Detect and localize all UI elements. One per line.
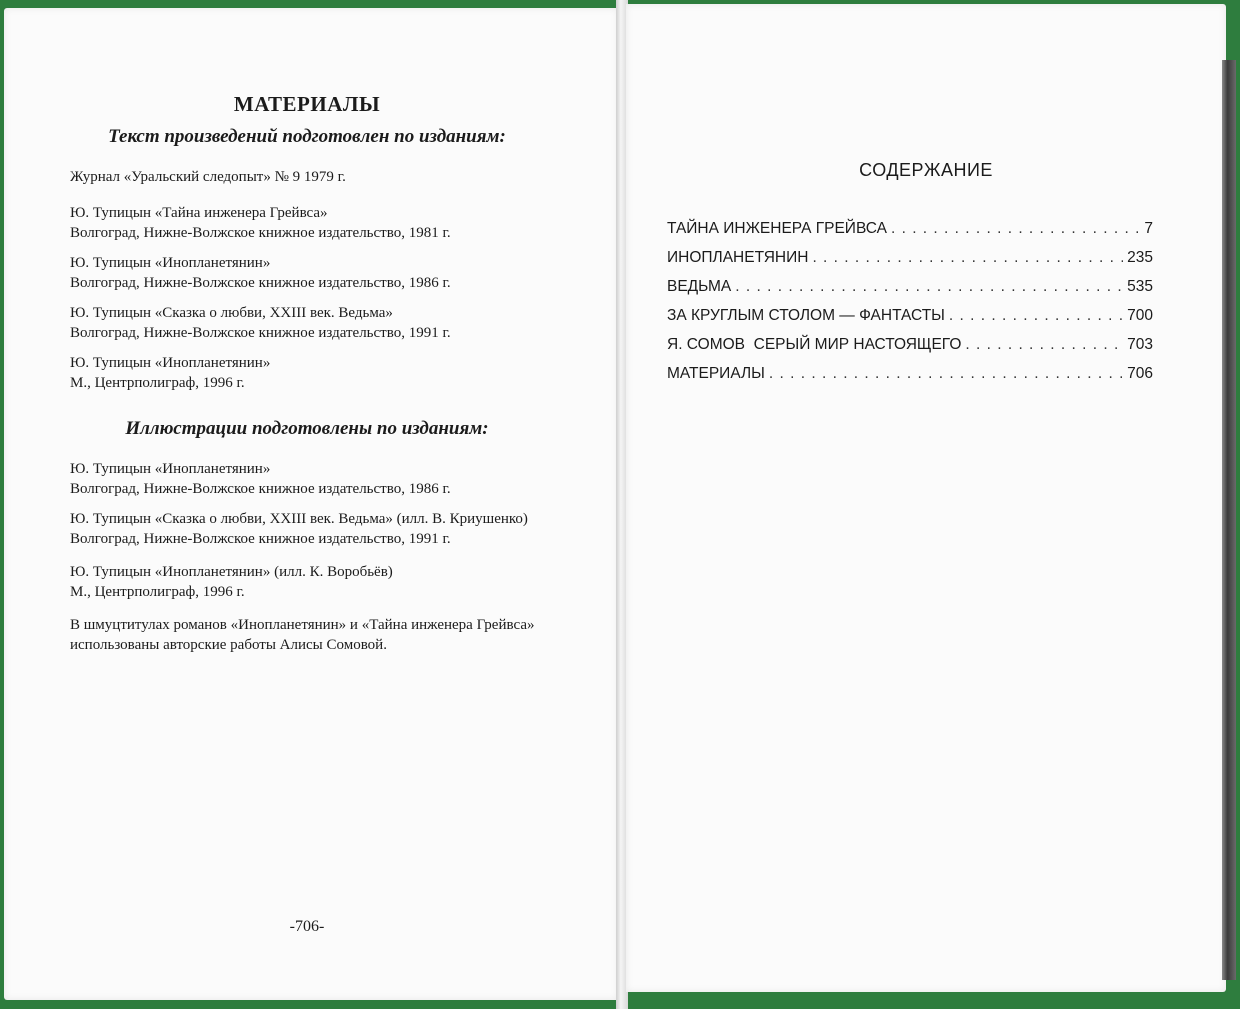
toc-leader	[812, 249, 1123, 267]
toc-entry	[667, 278, 1153, 296]
source-line: Волгоград, Нижне-Волжское книжное издательство, 1981 г.	[70, 225, 451, 241]
toc-entry	[667, 365, 1153, 383]
toc-entry-title: ТАЙНА ИНЖЕНЕРА ГРЕЙВСА	[667, 220, 887, 237]
toc-entry-title: Я. СОМОВ СЕРЫЙ МИР НАСТОЯЩЕГО	[667, 336, 962, 353]
source-line: Ю. Тупицын «Тайна инженера Грейвса»	[70, 205, 328, 221]
toc-entry	[667, 307, 1153, 325]
toc-entry-title: ВЕДЬМА	[667, 278, 732, 295]
toc-entry-page: 700	[1127, 307, 1153, 324]
materials-title: МАТЕРИАЛЫ	[233, 92, 381, 116]
toc-entry	[667, 336, 1153, 354]
note-line: В шмуцтитулах романов «Инопланетянин» и «Тайна инженера Грейвса»	[70, 617, 535, 633]
toc-leader	[965, 336, 1123, 354]
illustration-line: Ю. Тупицын «Инопланетянин» (илл. К. Воробьёв)	[70, 564, 393, 580]
toc-entry	[667, 249, 1153, 267]
book-edge	[1222, 60, 1236, 980]
illustrations-heading: Иллюстрации подготовлены по изданиям:	[125, 418, 489, 439]
toc-title: СОДЕРЖАНИЕ	[859, 160, 993, 180]
toc-leader	[949, 307, 1123, 325]
illustration-line: Волгоград, Нижне-Волжское книжное издательство, 1986 г.	[70, 481, 451, 497]
illustration-line: Волгоград, Нижне-Волжское книжное издательство, 1991 г.	[70, 531, 451, 547]
right-page	[626, 4, 1226, 992]
toc-entry-page: 535	[1127, 278, 1153, 295]
illustration-line: М., Центрполиграф, 1996 г.	[70, 584, 245, 600]
texts-heading: Текст произведений подготовлен по изданиям:	[108, 126, 506, 147]
source-line: Волгоград, Нижне-Волжское книжное издательство, 1986 г.	[70, 275, 451, 291]
toc-leader	[735, 278, 1123, 296]
source-line: Ю. Тупицын «Сказка о любви, XXIII век. Ведьма»	[70, 305, 393, 321]
source-line: Ю. Тупицын «Инопланетянин»	[70, 355, 271, 371]
source-line: Волгоград, Нижне-Волжское книжное издательство, 1991 г.	[70, 325, 451, 341]
toc-entry-page: 7	[1144, 220, 1153, 237]
toc-entry-title: ЗА КРУГЛЫМ СТОЛОМ — ФАНТАСТЫ	[667, 307, 945, 324]
toc-entry-page: 703	[1127, 336, 1153, 353]
toc-entry-title: ИНОПЛАНЕТЯНИН	[667, 249, 809, 266]
page-number: -706-	[289, 918, 325, 935]
illustration-line: Ю. Тупицын «Инопланетянин»	[70, 461, 271, 477]
toc-leader	[891, 220, 1140, 238]
note-line: использованы авторские работы Алисы Сомовой.	[70, 637, 387, 653]
illustration-line: Ю. Тупицын «Сказка о любви, XXIII век. Ведьма» (илл. В. Криушенко)	[70, 511, 528, 527]
left-page	[4, 8, 618, 1000]
source-line: Ю. Тупицын «Инопланетянин»	[70, 255, 271, 271]
source-line: М., Центрполиграф, 1996 г.	[70, 375, 245, 391]
toc-entry-title: МАТЕРИАЛЫ	[667, 365, 765, 382]
toc-entry-page: 706	[1127, 365, 1153, 382]
toc-entry-page: 235	[1127, 249, 1153, 266]
source-line: Журнал «Уральский следопыт» № 9 1979 г.	[70, 169, 346, 185]
toc-leader	[769, 365, 1123, 383]
toc-entry	[667, 220, 1153, 238]
